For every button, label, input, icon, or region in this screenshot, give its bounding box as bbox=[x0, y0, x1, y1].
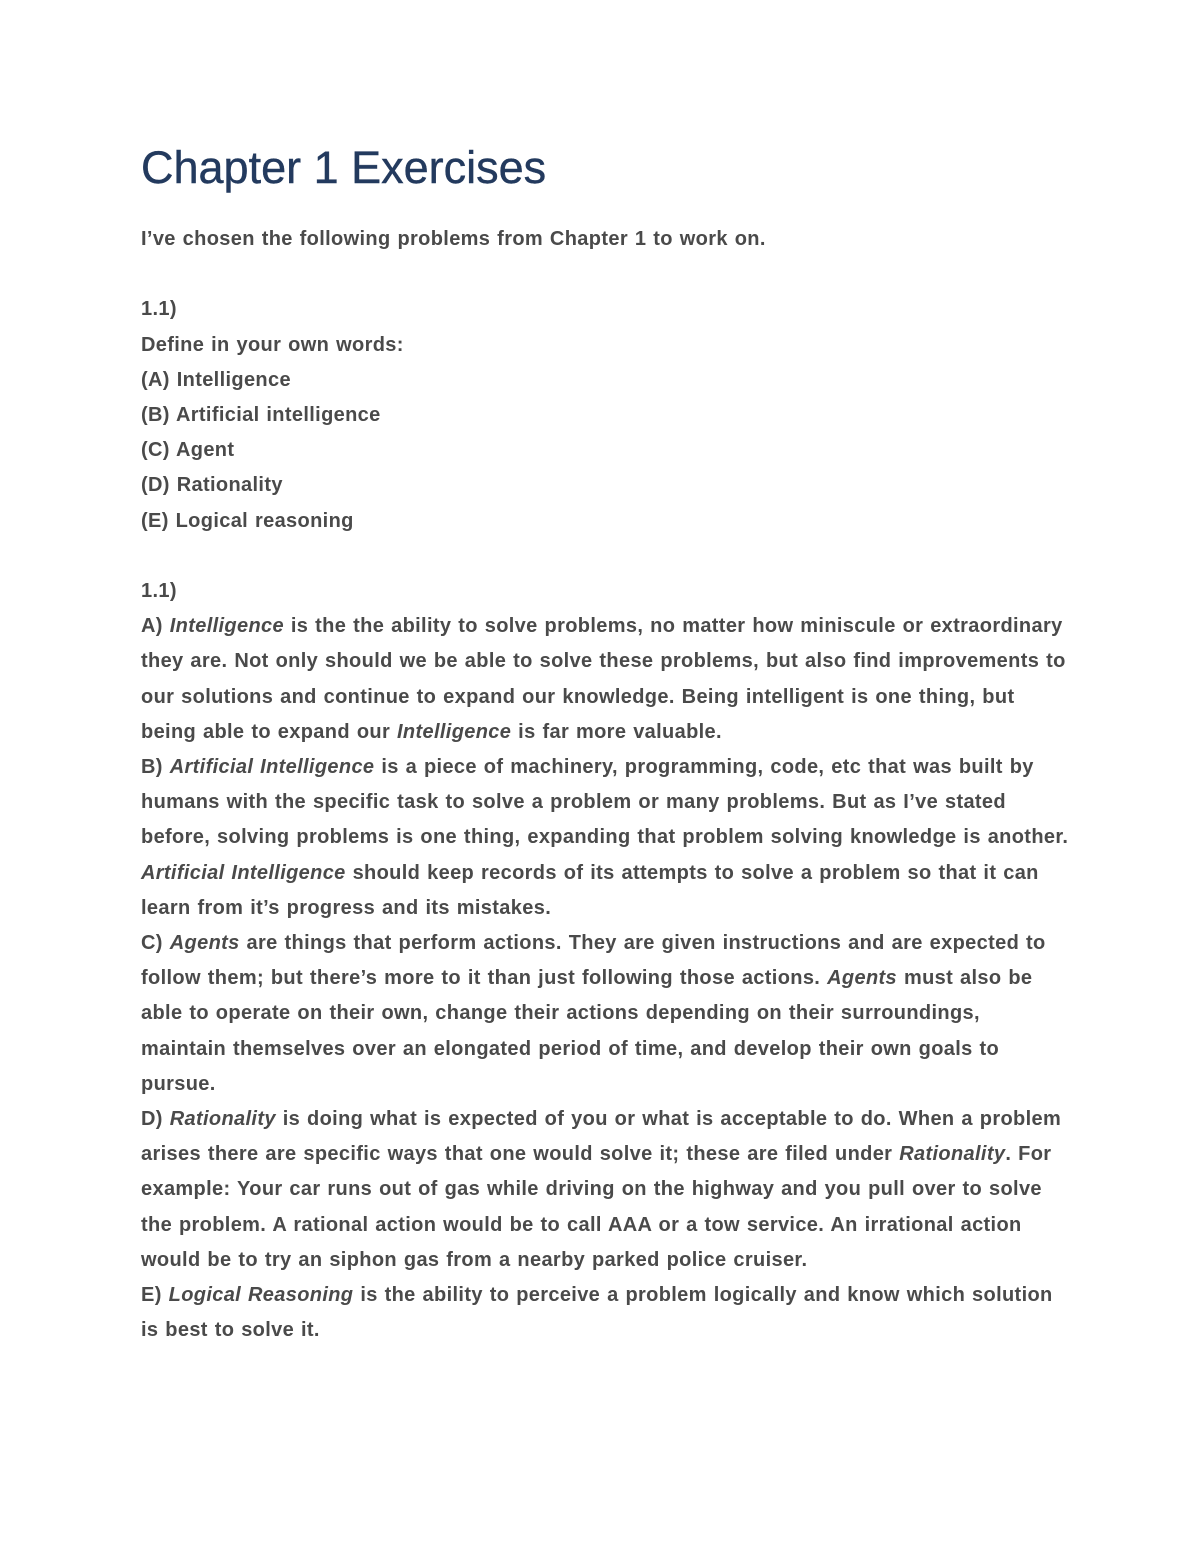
answer-b bbox=[141, 750, 1070, 926]
answer-term: Agents bbox=[827, 967, 898, 990]
page-title: Chapter 1 Exercises bbox=[141, 142, 547, 193]
answer-term: Intelligence bbox=[169, 615, 284, 638]
answer-term: Rationality bbox=[169, 1108, 276, 1131]
answer-term: Artificial Intelligence bbox=[141, 861, 346, 884]
answer-text: should keep records of its attempts to solve a problem so that it can learn from it’s progress and its mistakes. bbox=[141, 861, 1039, 919]
question-item: (A) Intelligence bbox=[141, 368, 291, 391]
document-body bbox=[141, 222, 1070, 1348]
answer-text: . For example: Your car runs out of gas while driving on the highway and you pull over to solve the problem. A rational action would be to call AAA or a tow service. An irrational action would be to try an siphon gas from a nearby parked police cruiser. bbox=[141, 1143, 1052, 1271]
answer-a bbox=[141, 609, 1070, 750]
answer-label: A) bbox=[141, 615, 163, 638]
answers-number: 1.1) bbox=[141, 580, 177, 602]
answer-text: is the ability to perceive a problem logically and know which solution is best to solve it. bbox=[141, 1284, 1053, 1342]
question-item: (D) Rationality bbox=[141, 474, 283, 497]
answer-text: is the the ability to solve problems, no matter how miniscule or extraordinary they are. Not only should we be able to solve these problems, but also find improvements to our solutions and continue to expand our knowledge. Being intelligent is one thing, but being able to expand our bbox=[141, 615, 1066, 743]
question-number: 1.1) bbox=[141, 298, 177, 321]
answer-text: are things that perform actions. They are given instructions and are expected to follow them; but there’s more to it than just following those actions. bbox=[141, 932, 1046, 990]
answer-label: E) bbox=[141, 1284, 162, 1307]
answer-term: Artificial Intelligence bbox=[169, 756, 375, 779]
answer-d bbox=[141, 1102, 1070, 1278]
intro-text: I’ve chosen the following problems from Chapter 1 to work on. bbox=[141, 228, 766, 250]
question-item: (C) Agent bbox=[141, 439, 235, 462]
spacer bbox=[141, 539, 1070, 574]
question-item: (E) Logical reasoning bbox=[141, 509, 354, 532]
answer-term: Rationality bbox=[899, 1143, 1006, 1166]
answer-text: is doing what is expected of you or what is acceptable to do. When a problem arises there are specific ways that one would solve it; these are filed under bbox=[141, 1108, 1062, 1166]
answer-label: D) bbox=[141, 1108, 163, 1131]
answer-term: Logical Reasoning bbox=[168, 1284, 354, 1307]
question-prompt: Define in your own words: bbox=[141, 333, 404, 356]
answer-text: is a piece of machinery, programming, code, etc that was built by humans with the specific task to solve a problem or many problems. But as I’ve stated before, solving problems is one thing, expanding that problem solving knowledge is another. bbox=[141, 756, 1069, 849]
question-item: (B) Artificial intelligence bbox=[141, 404, 381, 426]
answer-text: must also be able to operate on their own, change their actions depending on their surroundings, maintain themselves over an elongated period of time, and develop their own goals to pursue. bbox=[141, 967, 1033, 1095]
answer-label: C) bbox=[141, 932, 163, 955]
spacer bbox=[141, 257, 1070, 292]
answer-term: Agents bbox=[169, 932, 240, 955]
answer-label: B) bbox=[141, 756, 163, 779]
answer-term: Intelligence bbox=[397, 720, 512, 743]
answer-c bbox=[141, 926, 1070, 1102]
answer-e bbox=[141, 1278, 1070, 1348]
answer-text: is far more valuable. bbox=[518, 720, 722, 743]
